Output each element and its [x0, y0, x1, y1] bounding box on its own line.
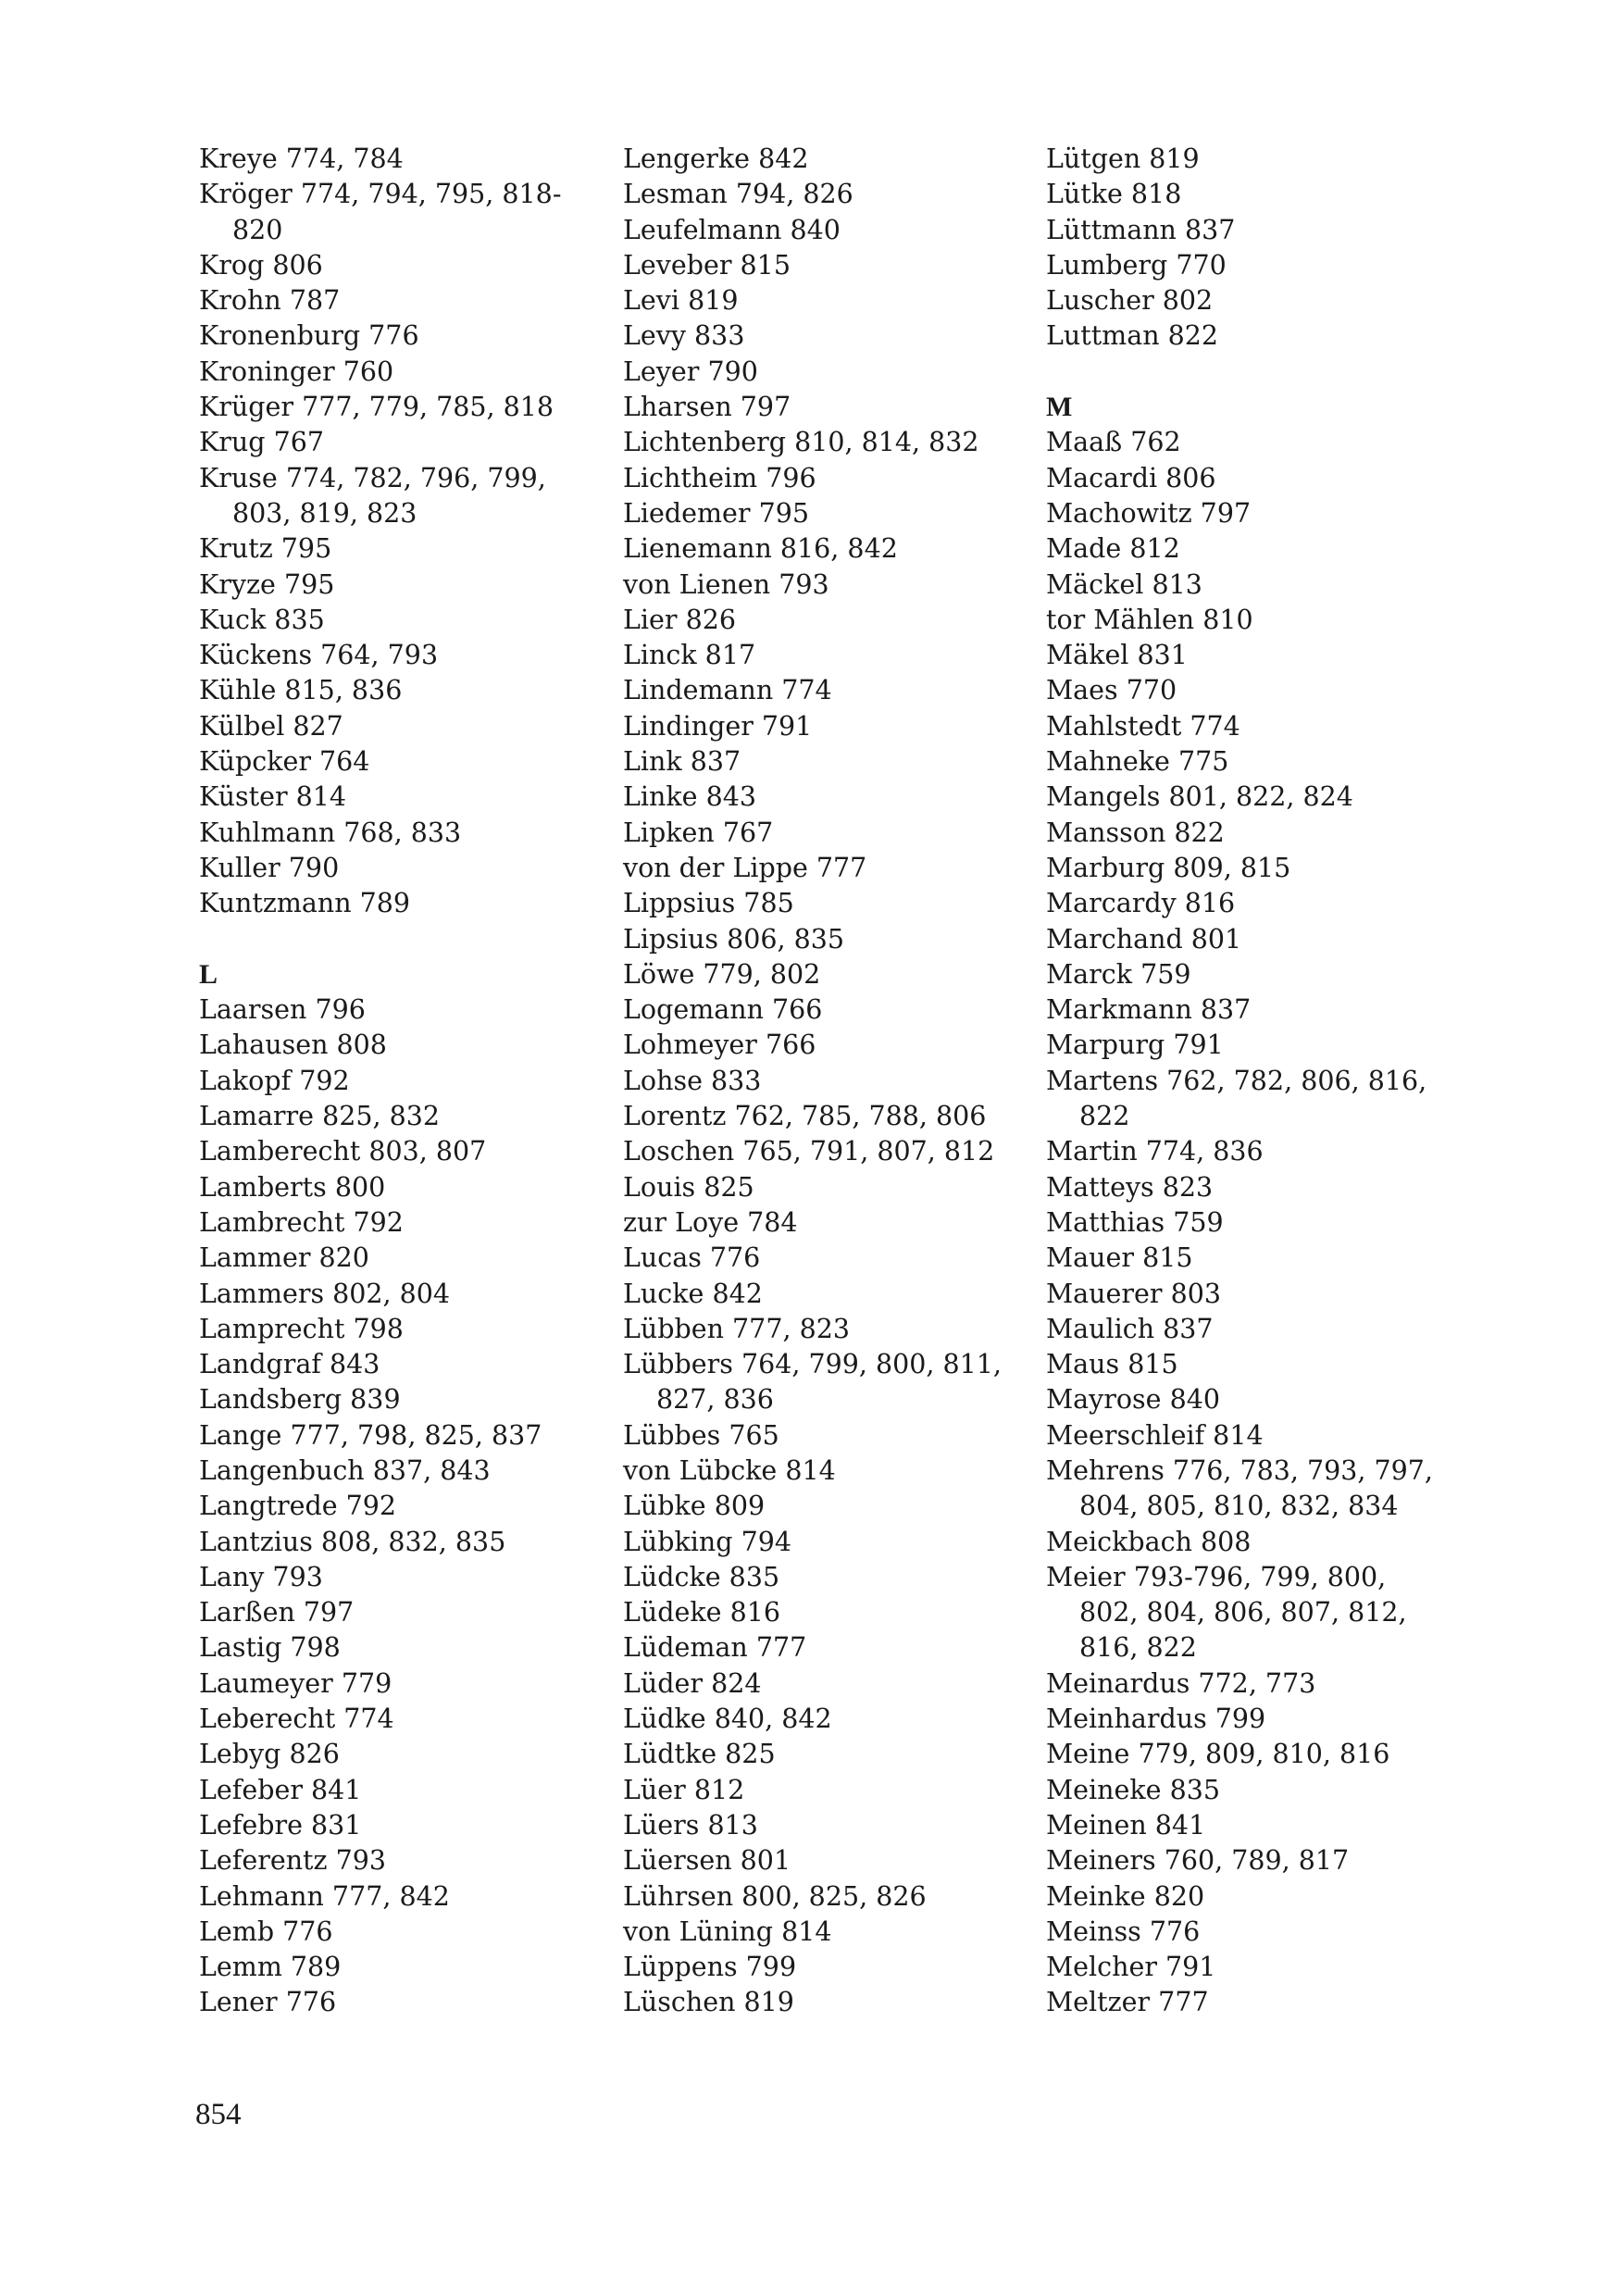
index-entry: Matthias 759	[1046, 1206, 1224, 1238]
index-entry: Marcardy 816	[1046, 888, 1236, 919]
index-entry: Meine 779, 809, 810, 816	[1046, 1739, 1390, 1770]
index-entry: von Lienen 793	[623, 568, 829, 600]
index-entry: Krutz 795	[199, 533, 332, 565]
index-entry: Lengerke 842	[623, 144, 809, 174]
index-entry: Krog 806	[199, 249, 323, 281]
index-entry: Lastig 798	[199, 1632, 341, 1664]
index-entry: Lamberts 800	[199, 1171, 386, 1203]
index-entry: Kryze 795	[199, 568, 335, 600]
page-number: 854	[195, 2098, 242, 2131]
index-entry: Lucas 776	[623, 1242, 761, 1274]
index-entry: Kröger 774, 794, 795, 818-	[199, 179, 562, 210]
index-entry: Meier 793-796, 799, 800,	[1046, 1561, 1387, 1592]
index-entry: Link 837	[623, 746, 741, 778]
index-entry: Langtrede 792	[199, 1491, 397, 1522]
index-entry: Lübke 809	[623, 1491, 766, 1522]
index-entry: Leferentz 793	[199, 1845, 386, 1877]
index-entry: Lesman 794, 826	[623, 179, 853, 210]
index-entry: Lichtenberg 810, 814, 832	[623, 427, 979, 458]
index-entry: Macardi 806	[1046, 462, 1216, 493]
index-entry: Liedemer 795	[623, 497, 809, 529]
index-entry: Lange 777, 798, 825, 837	[199, 1419, 542, 1451]
index-entry: Lübking 794	[623, 1526, 791, 1557]
index-entry: tor Mählen 810	[1046, 604, 1253, 635]
index-entry: Mayrose 840	[1046, 1384, 1221, 1416]
index-entry: Mansson 822	[1046, 817, 1225, 848]
index-entry: Meinhardus 799	[1046, 1703, 1266, 1735]
index-entry: Krug 767	[199, 427, 324, 458]
index-entry: Meerschleif 814	[1046, 1419, 1264, 1451]
index-entry: von Lüning 814	[623, 1915, 832, 1947]
index-entry: Laarsen 796	[199, 994, 366, 1026]
index-entry-continuation: 827, 836	[656, 1384, 774, 1416]
index-column-2	[623, 142, 1012, 2021]
index-entry: Meineke 835	[1046, 1774, 1220, 1805]
index-entry: Meinss 776	[1046, 1915, 1201, 1947]
index-entry: Lammer 820	[199, 1242, 369, 1274]
section-letter-heading: M	[1046, 392, 1073, 423]
index-entry: Martin 774, 836	[1046, 1136, 1264, 1167]
index-entry: Linck 817	[623, 640, 756, 671]
index-entry: Lakopf 792	[199, 1065, 350, 1096]
index-entry: Maaß 762	[1046, 427, 1181, 458]
index-entry: Martens 762, 782, 806, 816,	[1046, 1065, 1427, 1096]
index-entry: Lohmeyer 766	[623, 1029, 816, 1061]
index-entry: Lefebre 831	[199, 1809, 362, 1841]
index-entry: von Lübcke 814	[623, 1454, 836, 1486]
index-entry: Lüdke 840, 842	[623, 1703, 832, 1735]
index-entry: Marpurg 791	[1046, 1029, 1224, 1061]
index-entry: Lipken 767	[623, 817, 774, 848]
index-entry: Lumberg 770	[1046, 249, 1227, 281]
index-entry-continuation: 803, 819, 823	[232, 497, 417, 529]
index-entry: Mangels 801, 822, 824	[1046, 781, 1353, 813]
index-entry: Lüschen 819	[623, 1987, 794, 2018]
index-entry: Lohse 833	[623, 1065, 762, 1096]
index-entry: Lamberecht 803, 807	[199, 1136, 487, 1167]
index-entry: Lübbes 765	[623, 1419, 779, 1451]
index-entry: zur Loye 784	[623, 1206, 798, 1238]
index-entry: Lucke 842	[623, 1278, 763, 1309]
index-entry: Luttman 822	[1046, 320, 1219, 352]
index-entry: Kühle 815, 836	[199, 675, 403, 706]
index-entry: Lamarre 825, 832	[199, 1101, 441, 1132]
index-entry: Kuck 835	[199, 604, 325, 635]
index-entry: Marck 759	[1046, 958, 1191, 990]
index-entry: Made 812	[1046, 533, 1180, 565]
index-entry: Mehrens 776, 783, 793, 797,	[1046, 1454, 1433, 1486]
index-entry: Mauerer 803	[1046, 1278, 1221, 1309]
index-entry: Lammers 802, 804	[199, 1278, 451, 1309]
index-entry: Lambrecht 792	[199, 1206, 404, 1238]
index-entry: Louis 825	[623, 1171, 754, 1203]
index-entry: Marchand 801	[1046, 923, 1242, 955]
index-entry: Landgraf 843	[199, 1349, 380, 1380]
index-entry: Meinardus 772, 773	[1046, 1667, 1316, 1699]
index-entry: Leyer 790	[623, 356, 758, 387]
index-entry: Lüttmann 837	[1046, 214, 1236, 245]
index-entry: Mäckel 813	[1046, 568, 1202, 600]
index-entry: Meiners 760, 789, 817	[1046, 1845, 1350, 1877]
index-entry: Markmann 837	[1046, 994, 1252, 1026]
index-entry: Leberecht 774	[199, 1703, 394, 1735]
index-entry: Lahausen 808	[199, 1029, 387, 1061]
index-entry: Lany 793	[199, 1561, 323, 1592]
index-entry: Kückens 764, 793	[199, 640, 439, 671]
index-entry: Lener 776	[199, 1987, 337, 2018]
index-entry: Larßen 797	[199, 1597, 355, 1628]
index-entry: Melcher 791	[1046, 1952, 1216, 1983]
index-entry: Lüdeman 777	[623, 1632, 807, 1664]
index-entry: Logemann 766	[623, 994, 823, 1026]
index-entry: Laumeyer 779	[199, 1667, 392, 1699]
section-letter-heading: L	[199, 958, 218, 990]
index-entry: Lütgen 819	[1046, 144, 1200, 174]
spacer	[1046, 355, 1435, 390]
index-entry: Kroninger 760	[199, 356, 394, 387]
index-entry: Lütke 818	[1046, 179, 1182, 210]
index-entry: Lübben 777, 823	[623, 1313, 850, 1344]
index-entry: Maus 815	[1046, 1349, 1178, 1380]
index-entry: Meinke 820	[1046, 1880, 1205, 1912]
index-entry: Lehmann 777, 842	[199, 1880, 450, 1912]
index-entry-continuation: 804, 805, 810, 832, 834	[1079, 1491, 1399, 1522]
index-entry: Külbel 827	[199, 710, 343, 742]
index-entry: Landsberg 839	[199, 1384, 401, 1416]
index-entry: Lippsius 785	[623, 888, 794, 919]
index-entry-continuation: 802, 804, 806, 807, 812,	[1079, 1597, 1407, 1628]
index-entry: Lüer 812	[623, 1774, 745, 1805]
index-entry: Kuntzmann 789	[199, 888, 411, 919]
index-entry: Lemm 789	[199, 1952, 342, 1983]
index-column-1	[199, 142, 588, 2021]
index-entry: Loschen 765, 791, 807, 812	[623, 1136, 995, 1167]
index-entry: Maes 770	[1046, 675, 1177, 706]
index-entry: Lüers 813	[623, 1809, 758, 1841]
index-entry: Marburg 809, 815	[1046, 852, 1291, 883]
index-entry-continuation: 822	[1079, 1101, 1130, 1132]
index-entry: Leveber 815	[623, 249, 791, 281]
index-entry: Luscher 802	[1046, 285, 1214, 317]
index-entry: Kruse 774, 782, 796, 799,	[199, 462, 546, 493]
index-entry: Meinen 841	[1046, 1809, 1206, 1841]
index-entry: Lemb 776	[199, 1915, 333, 1947]
index-entry: Lüdtke 825	[623, 1739, 776, 1770]
index-entry: Kreye 774, 784	[199, 144, 404, 174]
index-entry: Lüdcke 835	[623, 1561, 780, 1592]
index-entry: Lindemann 774	[623, 675, 832, 706]
index-entry: Levi 819	[623, 285, 739, 317]
index-entry: Küpcker 764	[199, 746, 370, 778]
index-entry: Krohn 787	[199, 285, 341, 317]
index-entry: Lührsen 800, 825, 826	[623, 1880, 927, 1912]
index-entry: Küster 814	[199, 781, 347, 813]
index-entry: Krüger 777, 779, 785, 818	[199, 392, 554, 423]
index-entry: Matteys 823	[1046, 1171, 1214, 1203]
index-entry: Linke 843	[623, 781, 756, 813]
index-entry: Lüersen 801	[623, 1845, 791, 1877]
index-entry: Lüppens 799	[623, 1952, 797, 1983]
index-entry: Lefeber 841	[199, 1774, 362, 1805]
index-entry: Meltzer 777	[1046, 1987, 1209, 2018]
index-entry: Mäkel 831	[1046, 640, 1188, 671]
index-entry: Maulich 837	[1046, 1313, 1214, 1344]
index-entry: Mahlstedt 774	[1046, 710, 1240, 742]
index-entry: Leufelmann 840	[623, 214, 841, 245]
index-entry: Lier 826	[623, 604, 736, 635]
index-entry: Lebyg 826	[199, 1739, 340, 1770]
index-entry: Lübbers 764, 799, 800, 811,	[623, 1349, 1002, 1380]
index-entry: Lorentz 762, 785, 788, 806	[623, 1101, 987, 1132]
index-entry: Lienemann 816, 842	[623, 533, 898, 565]
index-entry: Mahneke 775	[1046, 746, 1229, 778]
index-entry: Lharsen 797	[623, 392, 791, 423]
index-entry: Löwe 779, 802	[623, 958, 821, 990]
index-entry: von der Lippe 777	[623, 852, 867, 883]
index-entry: Kuhlmann 768, 833	[199, 817, 462, 848]
index-entry: Mauer 815	[1046, 1242, 1193, 1274]
index-entry-continuation: 820	[232, 214, 283, 245]
index-entry: Langenbuch 837, 843	[199, 1454, 491, 1486]
index-entry: Lamprecht 798	[199, 1313, 404, 1344]
index-entry: Meickbach 808	[1046, 1526, 1252, 1557]
index-entry: Lindinger 791	[623, 710, 813, 742]
index-entry: Lichtheim 796	[623, 462, 816, 493]
index-entry: Lüder 824	[623, 1667, 762, 1699]
index-entry: Machowitz 797	[1046, 497, 1252, 529]
index-entry: Lipsius 806, 835	[623, 923, 844, 955]
index-entry: Lüdeke 816	[623, 1597, 780, 1628]
index-column-3	[1046, 142, 1435, 2021]
index-entry: Kronenburg 776	[199, 320, 419, 352]
index-entry-continuation: 816, 822	[1079, 1632, 1197, 1664]
spacer	[199, 922, 588, 957]
index-entry: Levy 833	[623, 320, 745, 352]
index-entry: Kuller 790	[199, 852, 340, 883]
index-entry: Lantzius 808, 832, 835	[199, 1526, 506, 1557]
